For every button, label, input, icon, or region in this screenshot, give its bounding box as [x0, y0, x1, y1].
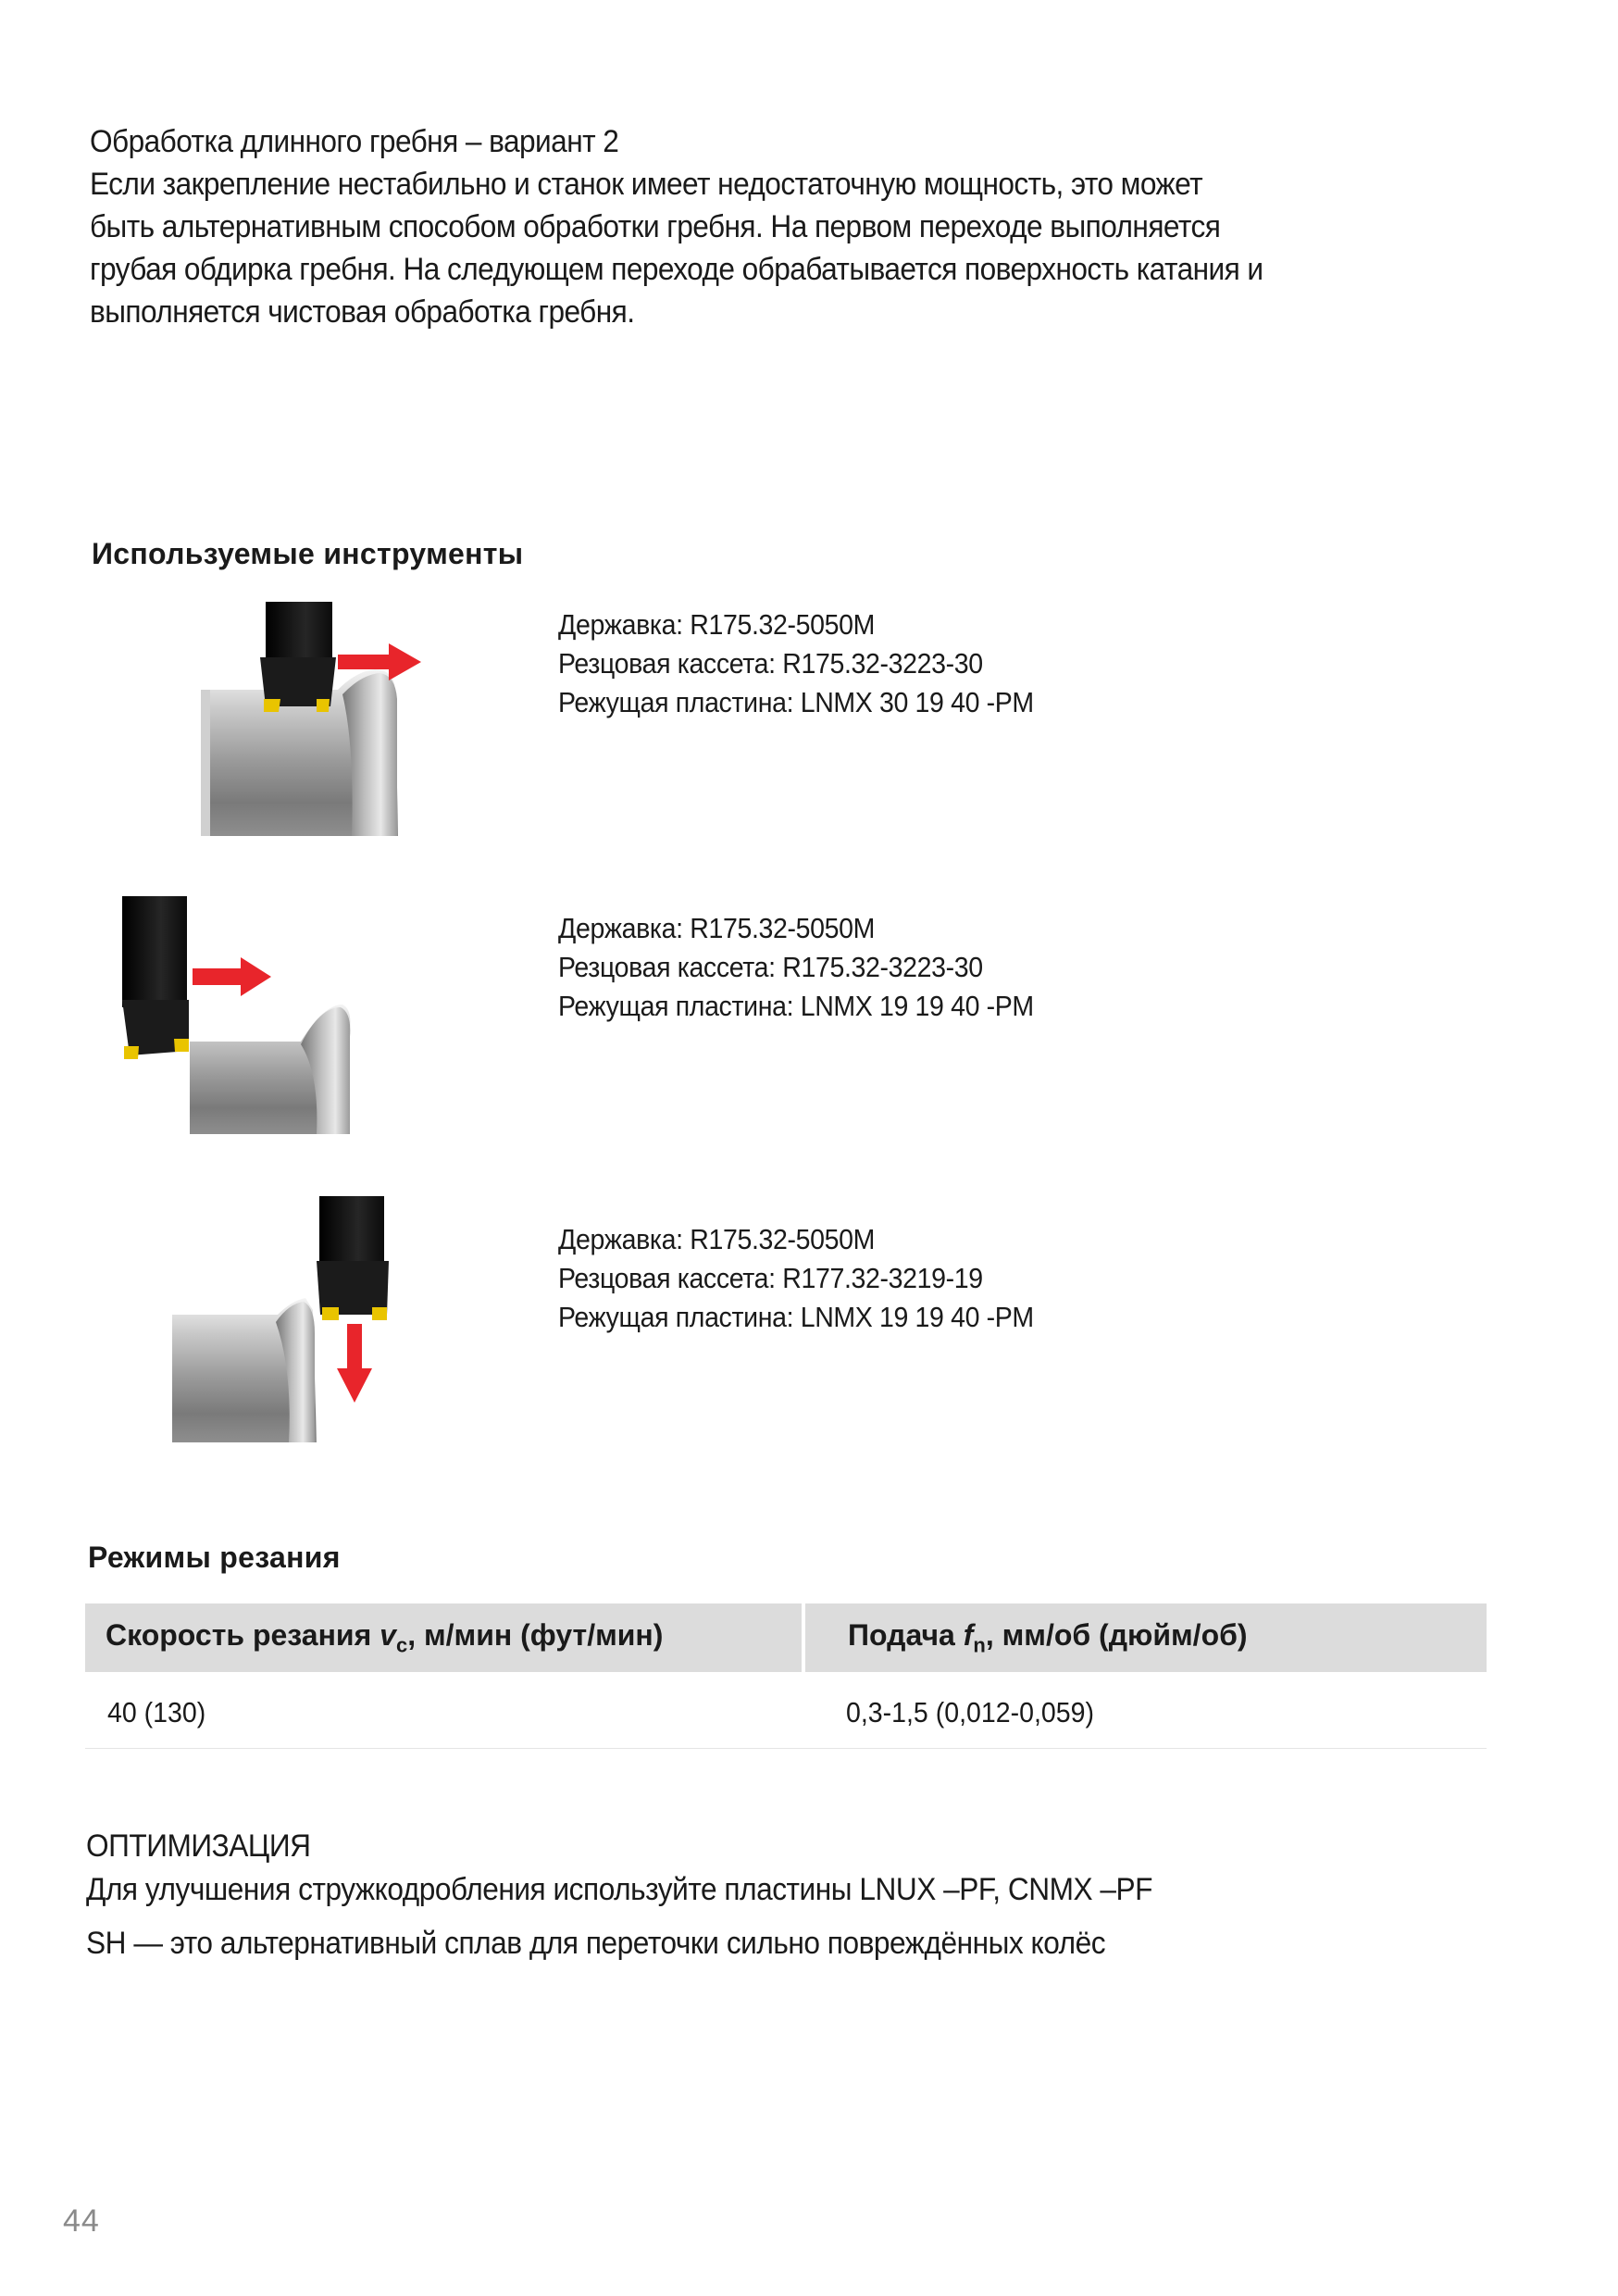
- speed-value: 40 (130): [107, 1696, 206, 1728]
- cell-feed-value: [803, 1672, 1487, 1749]
- header-feed: [803, 1603, 1487, 1672]
- cassette-spec: Резцовая кассета: R175.32-3223-30: [558, 647, 983, 680]
- tool-image-3: [167, 1194, 417, 1449]
- holder-spec: Державка: R175.32-5050M: [558, 912, 876, 944]
- intro-line: Если закрепление нестабильно и станок имеет недостаточную мощность, это может: [90, 167, 1203, 202]
- tool-holder: [319, 1196, 384, 1261]
- tool-spec-2: [558, 909, 1034, 1026]
- symbol-v: v: [380, 1617, 396, 1652]
- insert-icon: [317, 699, 330, 712]
- optimization-line: SH — это альтернативный сплав для переточки сильно повреждённых колёс: [86, 1926, 1106, 1961]
- tool-holder: [266, 602, 332, 657]
- header-text: Подача: [848, 1617, 964, 1652]
- header-cutting-speed: [85, 1603, 803, 1672]
- cell-speed-value: [85, 1672, 803, 1749]
- page-number: 44: [63, 2203, 100, 2239]
- intro-block: [90, 120, 1295, 333]
- tool-holder: [122, 896, 187, 1007]
- insert-spec: Режущая пластина: LNMX 19 19 40 -PM: [558, 1301, 1034, 1333]
- intro-line: быть альтернативным способом обработки гребня. На первом переходе выполняется: [90, 209, 1221, 244]
- feed-arrow-down-icon: [337, 1324, 372, 1403]
- insert-icon: [264, 699, 280, 712]
- header-unit: , мм/об (дюйм/об): [985, 1617, 1248, 1652]
- optimization-line: Для улучшения стружкодробления используйте пластины LNUX –PF, CNMX –PF: [86, 1872, 1153, 1907]
- cutting-data-table: [85, 1603, 1487, 1749]
- insert-icon: [124, 1046, 139, 1059]
- symbol-f: f: [963, 1617, 974, 1652]
- insert-spec: Режущая пластина: LNMX 19 19 40 -PM: [558, 990, 1034, 1022]
- cassette: [317, 1261, 389, 1315]
- header-unit: , м/мин (фут/мин): [407, 1617, 664, 1652]
- intro-line: выполняется чистовая обработка гребня.: [90, 294, 635, 330]
- insert-icon: [372, 1307, 387, 1320]
- subscript-c: c: [395, 1633, 408, 1657]
- cassette-spec: Резцовая кассета: R175.32-3223-30: [558, 951, 983, 983]
- header-text: Скорость резания: [106, 1617, 380, 1652]
- tool-spec-3: [558, 1220, 1034, 1337]
- feed-value: 0,3-1,5 (0,012-0,059): [846, 1696, 1094, 1728]
- intro-title: Обработка длинного гребня – вариант 2: [90, 124, 619, 159]
- tool-image-2: [111, 889, 361, 1141]
- optimization-title: ОПТИМИЗАЦИЯ: [86, 1828, 311, 1864]
- tool-image-1: [190, 597, 440, 842]
- feed-arrow-right-icon: [193, 957, 271, 996]
- wheel-edge: [201, 690, 210, 836]
- insert-icon: [174, 1039, 189, 1052]
- cutting-heading: Режимы резания: [88, 1541, 341, 1574]
- holder-spec: Державка: R175.32-5050M: [558, 1223, 876, 1255]
- insert-icon: [322, 1307, 339, 1320]
- subscript-n: n: [973, 1633, 986, 1657]
- intro-line: грубая обдирка гребня. На следующем переходе обрабатывается поверхность катания и: [90, 252, 1263, 287]
- tool-spec-1: [558, 605, 1034, 722]
- insert-spec: Режущая пластина: LNMX 30 19 40 -PM: [558, 686, 1034, 718]
- cassette-spec: Резцовая кассета: R177.32-3219-19: [558, 1262, 983, 1294]
- tools-heading: Используемые инструменты: [92, 537, 524, 570]
- holder-spec: Державка: R175.32-5050M: [558, 608, 876, 641]
